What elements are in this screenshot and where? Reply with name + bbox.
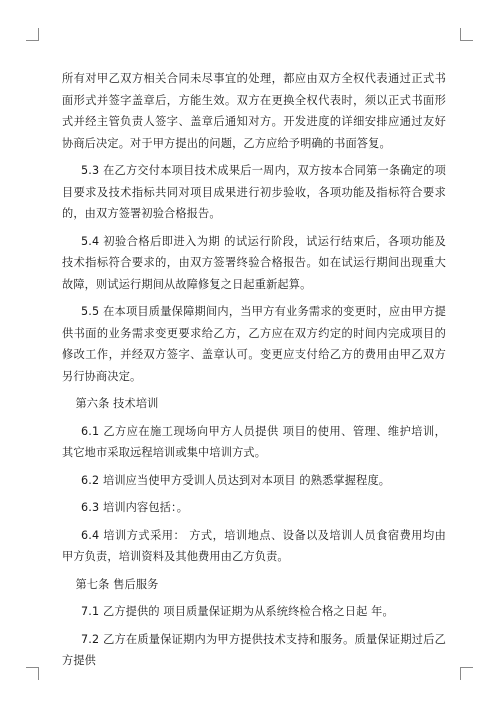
paragraph-clause-6-2: 6.2 培训应当使甲方受训人员达到对本项目 的熟悉掌握程度。 <box>81 473 391 487</box>
section-heading-article-7: 第七条 售后服务 <box>75 577 159 591</box>
crop-mark-top-right <box>460 28 473 41</box>
paragraph-clause-7-2: 7.2 乙方在质量保证期内为甲方提供技术支持和服务。质量保证期过后乙方提供 <box>62 632 446 667</box>
crop-mark-bottom-left <box>26 667 39 680</box>
paragraph-clause-6-1: 6.1 乙方应在施工现场向甲方人员提供 项目的使用、管理、维护培训，其它地市采取远程培训或集中培训方式。 <box>62 424 446 459</box>
section-heading-article-6: 第六条 技术培训 <box>75 397 159 410</box>
paragraph-clause-6-4: 6.4 培训方式采用： 方式，培训地点、设备以及培训人员食宿费用均由甲方负责，培训资料及其他费用由乙方负责。 <box>62 528 446 563</box>
crop-mark-bottom-right <box>460 667 473 680</box>
crop-mark-top-left <box>26 28 39 41</box>
paragraph-clause-7-1: 7.1 乙方提供的 项目质量保证期为从系统终检合格之日起 年。 <box>81 605 394 618</box>
paragraph-continuation: 所有对甲乙双方相关合同未尽事宜的处理，都应由双方全权代表通过正式书面形式并签字盖章后，方能生效。双方在更换全权代表时，须以正式书面形式并经主管负责人签字、盖章后通知对方。开发进度的详细安排应通过友好协商后决定。对于甲方提出的问题，乙方应给予明确的书面答复。 <box>62 72 446 150</box>
paragraph-clause-5-3: 5.3 在乙方交付本项目技术成果后一周内，双方按本合同第一条确定的项目要求及技术指标共同对项目成果进行初步验收，各项功能及指标符合要求的，由双方签署初验合格报告。 <box>62 164 446 220</box>
paragraph-clause-6-3: 6.3 培训内容包括：。 <box>81 501 189 514</box>
document-body <box>62 68 446 678</box>
paragraph-clause-5-5: 5.5 在本项目质量保障期间内，当甲方有业务需求的变更时，应由甲方提供书面的业务需求变更要求给乙方，乙方应在双方约定的时间内完成项目的修改工作，并经双方签字、盖章认可。变更应支付给乙方的费用由甲乙双方另行协商决定。 <box>62 305 446 383</box>
paragraph-clause-5-4: 5.4 初验合格后即进入为期 的试运行阶段，试运行结束后，各项功能及技术指标符合要求的，由双方签署终验合格报告。如在试运行期间出现重大故障，则试运行期间从故障修复之日起重新起算。 <box>62 234 446 291</box>
